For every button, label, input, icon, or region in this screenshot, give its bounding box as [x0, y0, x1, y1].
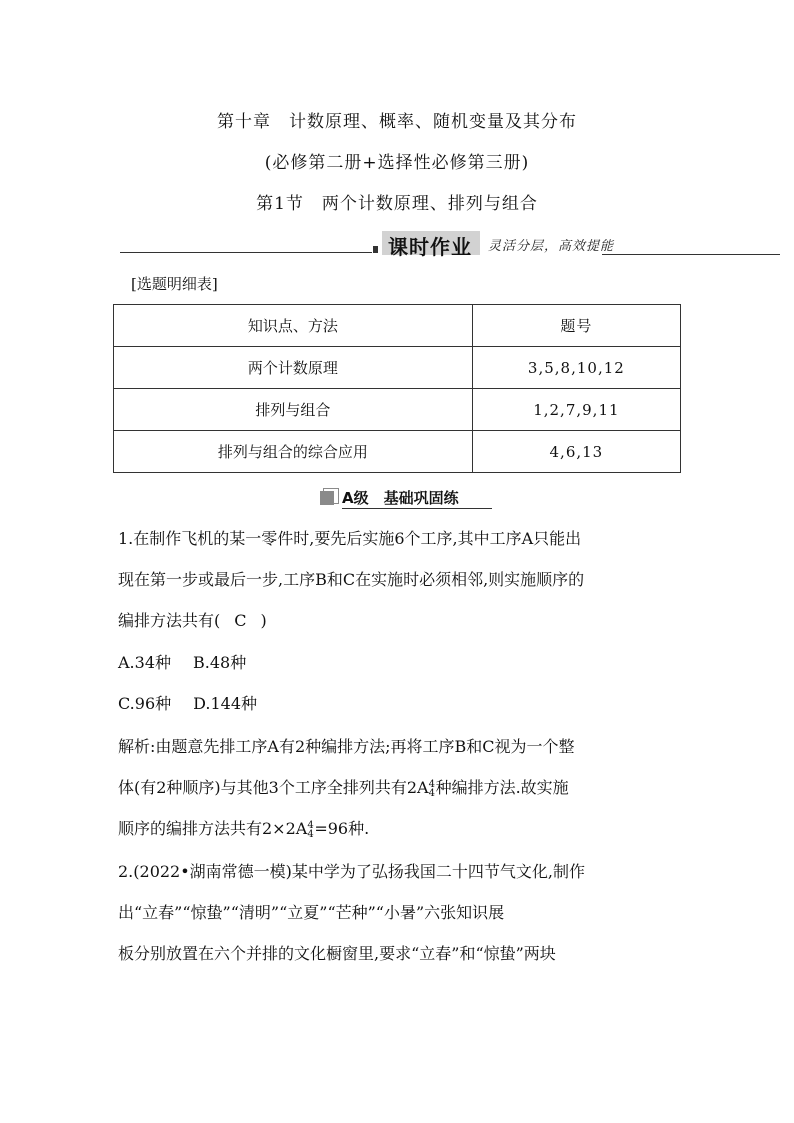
row-topic: 两个计数原理 [114, 347, 473, 389]
q1-solution-text: 种编排方法.故实施 [435, 778, 569, 797]
q1-option-b: B.48种 [193, 653, 247, 672]
row-question-numbers: 4,6,13 [472, 431, 680, 473]
row-question-numbers: 1,2,7,9,11 [472, 389, 680, 431]
table-row [114, 431, 681, 473]
q1-solution-text: 体(有2种顺序)与其他3个工序全排列共有2 [118, 778, 418, 797]
table-header-row [114, 305, 681, 347]
banner-label: 课时作业 [388, 235, 472, 259]
header-question-numbers: 题号 [472, 305, 680, 347]
permutation-superscript: 4 [428, 778, 435, 790]
q1-option-a: A.34种 [118, 653, 172, 672]
permutation-symbol: A [417, 778, 429, 797]
banner-marker-icon [373, 246, 378, 253]
homework-banner [120, 228, 780, 258]
table-row [114, 347, 681, 389]
q1-solution-line-2 [118, 775, 569, 798]
row-question-numbers: 3,5,8,10,12 [472, 347, 680, 389]
chapter-title: 第十章 计数原理、概率、随机变量及其分布 [217, 112, 577, 132]
section-title: 第1节 两个计数原理、排列与组合 [256, 194, 538, 214]
q1-solution-line-1: 解析:由题意先排工序A有2种编排方法;再将工序B和C视为一个整 [118, 737, 575, 756]
table-caption: [选题明细表] [131, 275, 218, 293]
q1-options-row-2 [118, 691, 257, 714]
q1-option-c: C.96种 [118, 694, 172, 713]
q2-stem-line-2: 出“立春”“惊蛰”“清明”“立夏”“芒种”“小暑”六张知识展 [118, 903, 505, 922]
book-scope: (必修第二册+选择性必修第三册) [264, 153, 530, 173]
level-heading-underline [342, 508, 492, 509]
q1-stem-prefix: 编排方法共有( [118, 611, 221, 630]
header-topic: 知识点、方法 [114, 305, 473, 347]
q1-stem-line-1: 1.在制作飞机的某一零件时,要先后实施6个工序,其中工序A只能出 [118, 529, 582, 548]
q1-solution-line-3 [118, 816, 369, 839]
permutation-symbol: A [295, 819, 308, 838]
permutation-subscript: 4 [428, 787, 435, 799]
row-topic: 排列与组合 [114, 389, 473, 431]
q1-solution-text: 顺序的编排方法共有2×2 [118, 819, 296, 838]
question-selection-table [113, 304, 681, 473]
q1-stem-line-3 [118, 608, 267, 631]
q1-answer: C [234, 611, 247, 630]
banner-rule-left [120, 252, 372, 253]
q1-stem-suffix: ) [260, 611, 267, 630]
q1-option-d: D.144种 [193, 694, 258, 713]
section-marker-icon [320, 491, 334, 505]
level-heading-label: A级 基础巩固练 [342, 489, 459, 507]
q1-options-row-1 [118, 650, 246, 673]
q1-stem-line-2: 现在第一步或最后一步,工序B和C在实施时必须相邻,则实施顺序的 [118, 570, 585, 589]
permutation-superscript: 4 [307, 819, 314, 831]
permutation-subscript: 4 [307, 828, 314, 840]
banner-rule-right [602, 254, 780, 255]
q1-solution-text: =96种. [314, 819, 370, 838]
q2-stem-line-1: 2.(2022•湖南常德一模)某中学为了弘扬我国二十四节气文化,制作 [118, 862, 585, 881]
banner-tagline: 灵活分层，高效提能 [488, 239, 615, 254]
q2-stem-line-3: 板分别放置在六个并排的文化橱窗里,要求“立春”和“惊蛰”两块 [118, 944, 556, 963]
table-row [114, 389, 681, 431]
row-topic: 排列与组合的综合应用 [114, 431, 473, 473]
